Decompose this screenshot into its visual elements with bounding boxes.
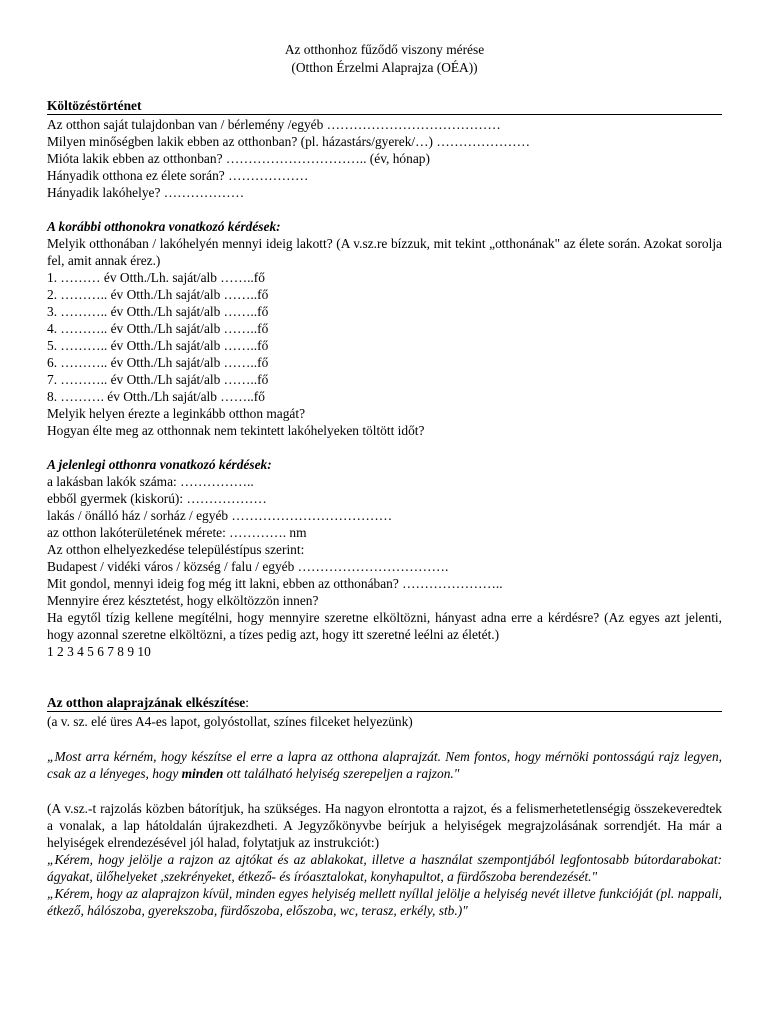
s3-line-area: az otthon lakóterületének mérete: …………. nm bbox=[47, 525, 307, 540]
s2-home-item: 4. ……….. év Otth./Lh saját/alb ……..fő bbox=[47, 321, 269, 336]
quote-1-emphasis: minden bbox=[181, 766, 224, 781]
s3-line-settlement: Budapest / vidéki város / község / falu / egyéb ……………………………. bbox=[47, 559, 449, 574]
s4-instruction-quote-3: „Kérem, hogy az alaprajzon kívül, minden egyes helyiség mellett nyíllal jelölje a helyiség nevét illetve funkcióját (pl. nappali, étkező, hálószoba, gyerekszoba, fürdőszoba, előszoba, wc, terasz, erkély, stb.)" bbox=[47, 886, 722, 918]
s1-line-role: Milyen minőségben lakik ebben az otthonban? (pl. házastárs/gyerek/…) ………………… bbox=[47, 134, 531, 149]
s2-home-item: 1. ……… év Otth./Lh. saját/alb ……..fő bbox=[47, 270, 265, 285]
s3-line-residents: a lakásban lakók száma: …………….. bbox=[47, 474, 254, 489]
s4-procedure-paragraph: (A v.sz.-t rajzolás közben bátorítjuk, ha szükséges. Ha nagyon elrontotta a rajzot, és a felismerhetetlenségig összekeveredtek a vonalak, a lap hátoldalán újrakezdheti. A Jegyzőkönyvbe beírjuk a helyiségek megrajzolásának sorrendjét. Ha már a helyiségek elrendezésével jól halad, folytatjuk az instrukciót:) bbox=[47, 801, 722, 850]
section-heading-floor-plan bbox=[47, 695, 722, 712]
s3-scale-question: Ha egytől tízig kellene megítélni, hogy mennyire szeretne elköltözni, hányast adna erre a kérdésre? (Az egyes azt jelenti, hogy azonnal szeretne elköltözni, a tízes pedig azt, hogy itt szeretné leélni az életét.) bbox=[47, 610, 722, 642]
floor-plan-heading-text: Az otthon alaprajzának elkészítése bbox=[47, 695, 246, 710]
s3-line-duration: Mit gondol, mennyi ideig fog még itt lakni, ebben az otthonában? ………………….. bbox=[47, 576, 503, 591]
s1-line-since: Mióta lakik ebben az otthonban? ………………………….. (év, hónap) bbox=[47, 151, 430, 166]
s3-line-urge-to-move: Mennyire érez késztetést, hogy elköltözzön innen? bbox=[47, 593, 319, 608]
s2-question-most-at-home: Melyik helyen érezte a leginkább otthon magát? bbox=[47, 406, 306, 421]
title-line-1: Az otthonhoz fűződő viszony mérése bbox=[284, 42, 485, 57]
s3-line-housing-type: lakás / önálló ház / sorház / egyéb ……………………………… bbox=[47, 508, 393, 523]
s2-home-item: 7. ……….. év Otth./Lh saját/alb ……..fő bbox=[47, 372, 269, 387]
title-line-2: (Otthon Érzelmi Alaprajza (OÉA)) bbox=[291, 60, 478, 75]
s3-line-location-type: Az otthon elhelyezkedése településtípus szerint: bbox=[47, 542, 305, 557]
floor-plan-heading-colon: : bbox=[245, 695, 249, 710]
s2-home-item: 3. ……….. év Otth./Lh saját/alb ……..fő bbox=[47, 304, 269, 319]
s1-line-home-number: Hányadik otthona ez élete során? ……………… bbox=[47, 168, 309, 183]
s4-instruction-quote-1 bbox=[47, 748, 722, 782]
section-heading-moving-history: Költözéstörténet bbox=[47, 98, 722, 115]
s2-home-item: 5. ……….. év Otth./Lh saját/alb ……..fő bbox=[47, 338, 269, 353]
section-heading-previous-homes: A korábbi otthonokra vonatkozó kérdések: bbox=[47, 219, 281, 234]
s4-setup: (a v. sz. elé üres A4-es lapot, golyóstollat, színes filceket helyezünk) bbox=[47, 714, 413, 729]
s2-home-item: 2. ……….. év Otth./Lh saját/alb ……..fő bbox=[47, 287, 269, 302]
quote-1-part-b: ott található helyiség szerepeljen a rajzon." bbox=[223, 766, 460, 781]
s2-home-item: 8. ………. év Otth./Lh saját/alb ……..fő bbox=[47, 389, 265, 404]
document-page bbox=[47, 41, 722, 919]
s3-scale: 1 2 3 4 5 6 7 8 9 10 bbox=[47, 644, 151, 659]
document-title bbox=[47, 41, 722, 77]
section-heading-current-home: A jelenlegi otthonra vonatkozó kérdések: bbox=[47, 457, 272, 472]
s2-home-item: 6. ……….. év Otth./Lh saját/alb ……..fő bbox=[47, 355, 269, 370]
s4-instruction-quote-2: „Kérem, hogy jelölje a rajzon az ajtókat és az ablakokat, illetve a használat szempontjából legfontosabb bútordarabokat: ágyakat, ülőhelyeket ,szekrényeket, étkező- és íróasztalokat, konyhapultot, a fürdőszoba berendezését." bbox=[47, 852, 722, 884]
s1-line-ownership: Az otthon saját tulajdonban van / bérlemény /egyéb ………………………………… bbox=[47, 117, 501, 132]
s1-line-residence-number: Hányadik lakóhelye? ……………… bbox=[47, 185, 245, 200]
s2-question-non-home: Hogyan élte meg az otthonnak nem tekintett lakóhelyeken töltött időt? bbox=[47, 423, 425, 438]
quote-1-part-a: „Most arra kérném, hogy készítse el erre a lapra az otthona alaprajzát. Nem fontos, hogy mérnöki pontosságú rajz legyen, csak az a lényeges, hogy bbox=[47, 749, 722, 781]
s3-line-children: ebből gyermek (kiskorú): ……………… bbox=[47, 491, 267, 506]
s2-intro: Melyik otthonában / lakóhelyén mennyi ideig lakott? (A v.sz.re bízzuk, mit tekint „otthonának" az élete során. Azokat sorolja fel, amit annak érez.) bbox=[47, 236, 722, 268]
